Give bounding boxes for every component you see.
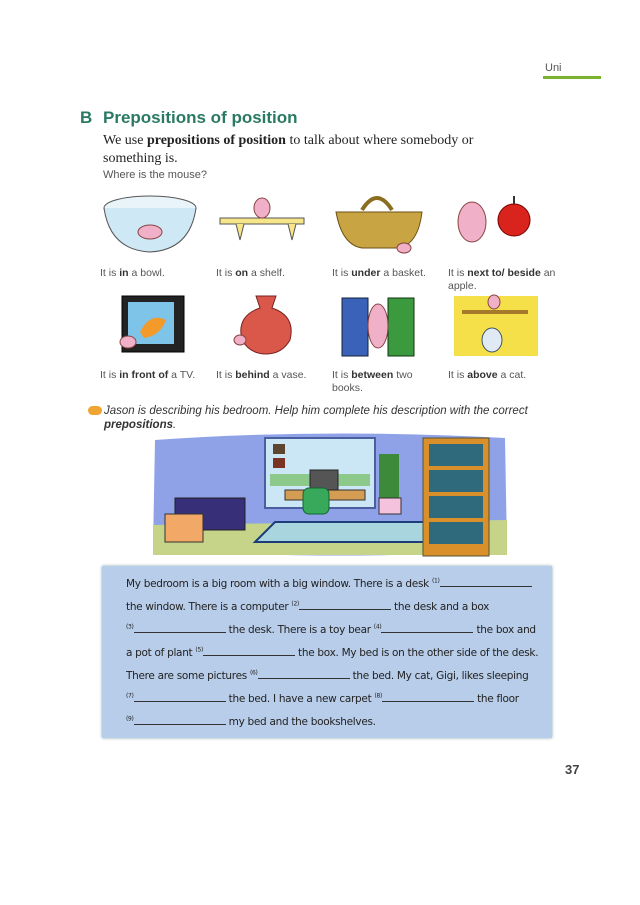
- caption-preposition: between: [351, 369, 394, 381]
- blank-3-input[interactable]: [134, 622, 226, 633]
- exercise-passage: [102, 566, 552, 738]
- blank-number: (9): [126, 715, 134, 723]
- blank-number: (7): [126, 692, 134, 700]
- line-text: My bedroom is a big room with a big window. There is a desk: [126, 578, 432, 590]
- blank-9-input[interactable]: [134, 714, 226, 725]
- blank-6-input[interactable]: [258, 668, 350, 679]
- line-text: the window. There is a computer: [126, 601, 292, 613]
- blank-number: (8): [374, 692, 383, 700]
- example-behind: [216, 292, 326, 382]
- blank-number: (1): [431, 577, 440, 585]
- line-text: the bed. I have a new carpet: [225, 693, 375, 705]
- passage-line: [126, 668, 528, 682]
- caption-text-end: an apple.: [448, 267, 556, 292]
- apple-illustration: [448, 190, 548, 258]
- intro-text-end: to talk about where somebody or something is.: [103, 133, 474, 166]
- line-text-end: the box and: [473, 624, 536, 636]
- line-text: the desk. There is a toy bear: [225, 624, 374, 636]
- passage-line: [126, 622, 536, 636]
- shelf-illustration: [216, 190, 316, 258]
- example-between: [332, 292, 442, 395]
- caption-text-end: a shelf.: [248, 267, 285, 279]
- bedroom-illustration: [145, 430, 515, 560]
- passage-line: [126, 576, 532, 590]
- caption-text: It is: [100, 267, 120, 279]
- passage-line: [126, 714, 376, 728]
- section-letter: B: [80, 108, 93, 127]
- caption-text-end: two books.: [332, 369, 413, 394]
- caption-text-end: a vase.: [269, 369, 307, 381]
- blank-number: (6): [249, 669, 258, 677]
- passage-line: [126, 691, 519, 705]
- caption-text: It is: [216, 267, 236, 279]
- section-title: Prepositions of position: [103, 108, 298, 127]
- blank-number: (2): [291, 600, 300, 608]
- line-text-end: the bed. My cat, Gigi, likes sleeping: [349, 670, 529, 682]
- blank-number: (5): [195, 646, 204, 654]
- bowl-illustration: [100, 190, 200, 258]
- caption-preposition: above: [467, 369, 498, 381]
- blank-2-input[interactable]: [299, 599, 391, 610]
- line-text-end: the floor: [474, 693, 519, 705]
- caption-text-end: a cat.: [497, 369, 527, 381]
- example-next-to: [448, 190, 558, 293]
- books-illustration: [332, 292, 432, 360]
- example-on: [216, 190, 326, 280]
- caption-text-end: a TV.: [168, 369, 196, 381]
- line-text: my bed and the bookshelves.: [225, 716, 376, 728]
- page-number: 37: [565, 762, 580, 777]
- caption-text-end: a bowl.: [128, 267, 165, 279]
- tv-illustration: [100, 292, 200, 360]
- blank-7-input[interactable]: [134, 691, 226, 702]
- blank-5-input[interactable]: [203, 645, 295, 656]
- passage-line: [126, 599, 489, 613]
- blank-1-input[interactable]: [440, 576, 532, 587]
- unit-accent-bar: [543, 76, 601, 79]
- line-text-end: the desk and a box: [391, 601, 490, 613]
- caption-preposition: next to/ beside: [467, 267, 541, 279]
- line-text: There are some pictures: [126, 670, 250, 682]
- task-instruction: [104, 404, 554, 432]
- example-above: [448, 292, 558, 382]
- blank-8-input[interactable]: [382, 691, 474, 702]
- instruction-text: Jason is describing his bedroom. Help him complete his description with the correct: [104, 405, 528, 417]
- caption-preposition: on: [235, 267, 249, 279]
- task-bullet-icon: [88, 406, 102, 415]
- caption-text: It is: [448, 369, 468, 381]
- passage-line: [126, 645, 538, 659]
- example-in-front-of: [100, 292, 210, 382]
- intro-text: We use: [103, 133, 147, 148]
- example-in: [100, 190, 210, 280]
- instruction-bold: prepositions: [104, 419, 174, 431]
- caption-preposition: behind: [235, 369, 270, 381]
- caption-text-end: a basket.: [380, 267, 426, 279]
- unit-label: Uni: [545, 62, 562, 74]
- caption-text: It is: [332, 267, 352, 279]
- blank-number: (4): [373, 623, 382, 631]
- caption-text: It is: [100, 369, 120, 381]
- caption-preposition: in: [119, 267, 129, 279]
- instruction-end: .: [173, 419, 177, 431]
- line-text: a pot of plant: [126, 647, 196, 659]
- line-text-end: the box. My bed is on the other side of the desk.: [295, 647, 539, 659]
- intro-bold: prepositions of position: [146, 133, 286, 148]
- cat-illustration: [448, 292, 548, 360]
- blank-4-input[interactable]: [381, 622, 473, 633]
- basket-illustration: [332, 190, 432, 258]
- caption-text: It is: [332, 369, 352, 381]
- example-under: [332, 190, 442, 280]
- caption-text: It is: [216, 369, 236, 381]
- blank-number: (3): [126, 623, 134, 631]
- section-intro: [103, 132, 523, 168]
- vase-illustration: [216, 292, 316, 360]
- caption-preposition: in front of: [119, 369, 169, 381]
- question: Where is the mouse?: [103, 169, 207, 181]
- caption-preposition: under: [351, 267, 381, 279]
- caption-text: It is: [448, 267, 468, 279]
